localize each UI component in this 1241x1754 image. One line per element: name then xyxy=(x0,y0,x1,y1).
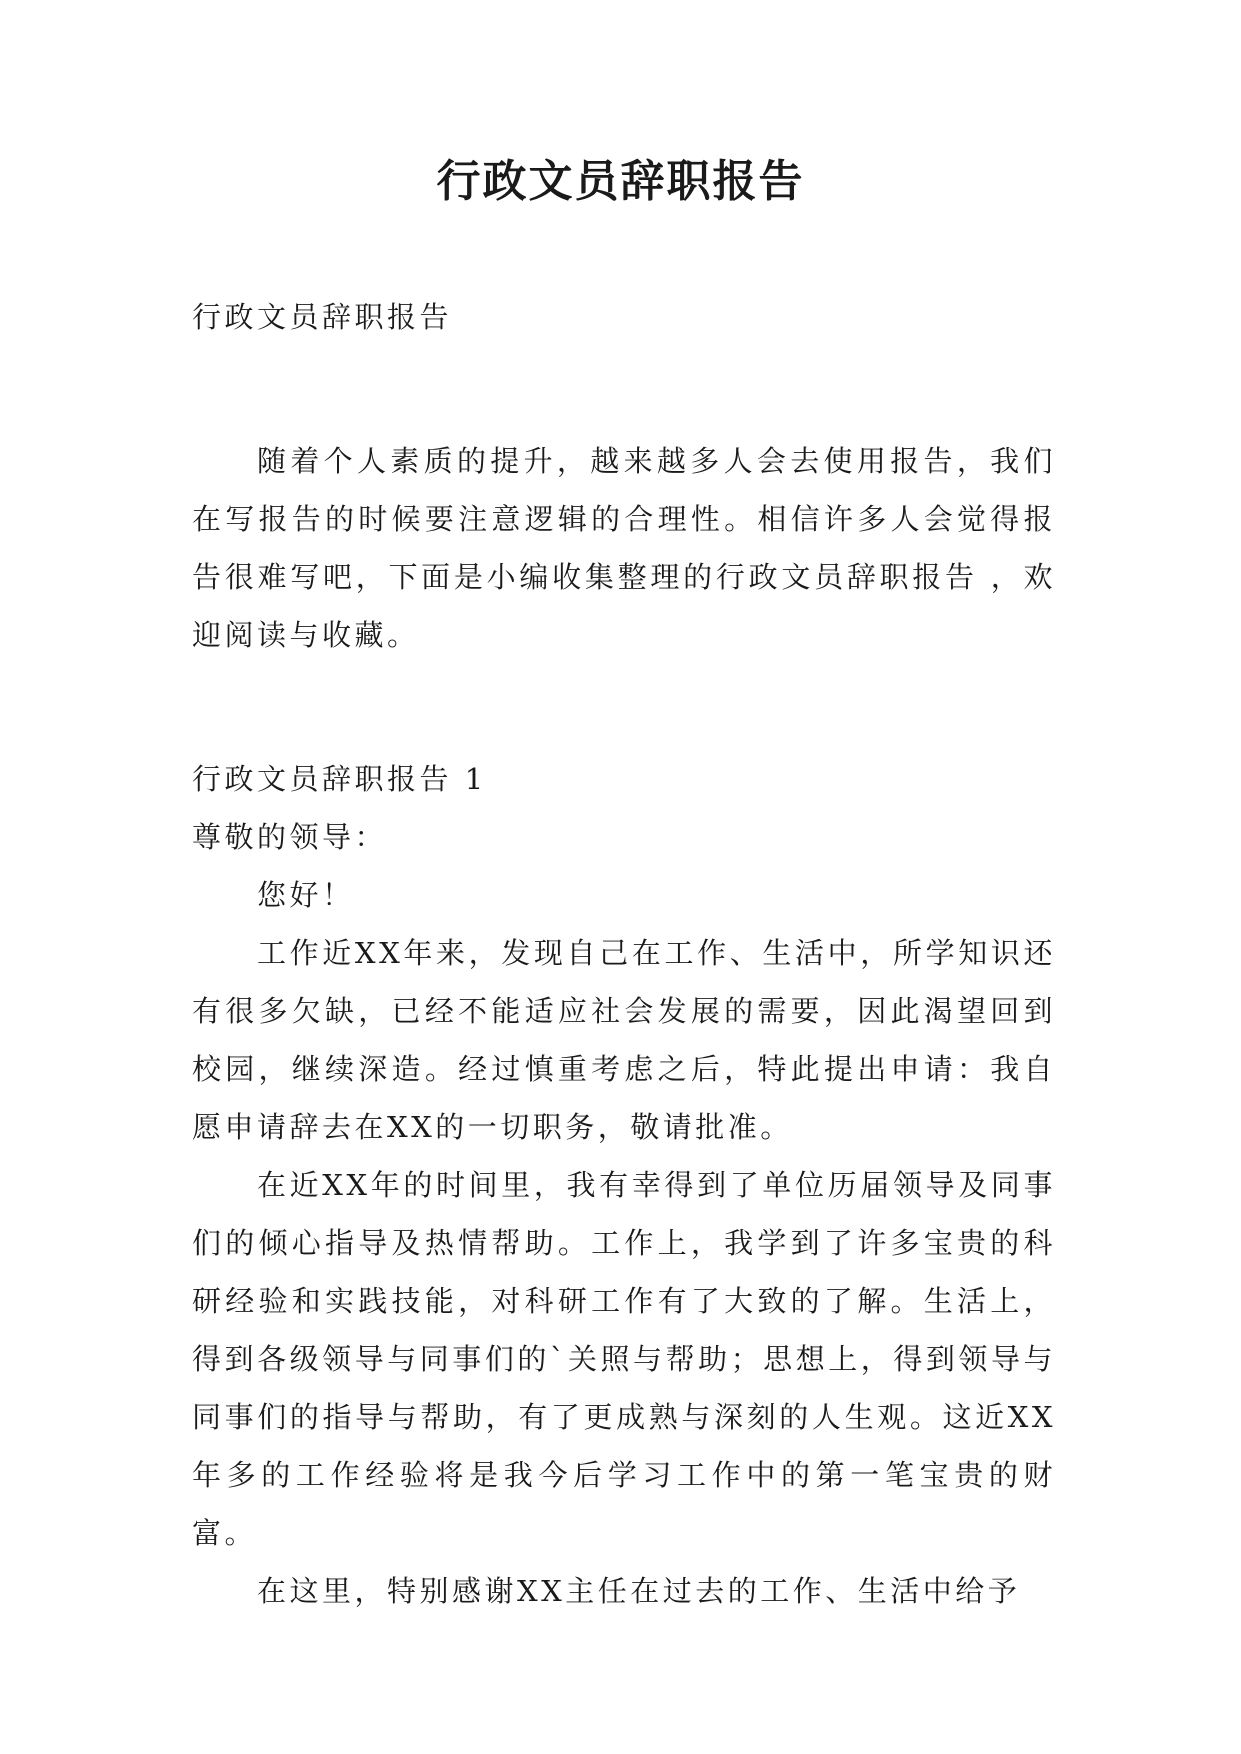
document-subtitle: 行政文员辞职报告 xyxy=(192,300,453,334)
body-paragraph-1: 工作近XX年来，发现自己在工作、生活中，所学知识还有很多欠缺，已经不能适应社会发展的需要，因此渴望回到校园，继续深造。经过慎重考虑之后，特此提出申请：我自愿申请辞去在XX的一切职务，敬请批准。 xyxy=(192,936,1056,1144)
intro-paragraph: 随着个人素质的提升，越来越多人会去使用报告，我们在写报告的时候要注意逻辑的合理性。相信许多人会觉得报告很难写吧，下面是小编收集整理的行政文员辞职报告 ，欢迎阅读与收藏。 xyxy=(192,444,1056,652)
salutation: 尊敬的领导： xyxy=(192,820,388,854)
body-paragraph-3: 在这里，特别感谢XX主任在过去的工作、生活中给予 xyxy=(257,1574,1021,1608)
document-body xyxy=(192,288,1056,1620)
spacer xyxy=(192,346,1056,432)
body-paragraph-2: 在近XX年的时间里，我有幸得到了单位历届领导及同事们的倾心指导及热情帮助。工作上，我学到了许多宝贵的科研经验和实践技能，对科研工作有了大致的了解。生活上，得到各级领导与同事们的`关照与帮助；思想上，得到领导与同事们的指导与帮助，有了更成熟与深刻的人生观。这近XX年多的工作经验将是我今后学习工作中的第一笔宝贵的财富。 xyxy=(192,1168,1056,1550)
spacer xyxy=(192,664,1056,750)
greeting: 您好！ xyxy=(257,878,355,912)
document-title: 行政文员辞职报告 xyxy=(436,156,805,207)
section-heading: 行政文员辞职报告 1 xyxy=(192,762,487,796)
